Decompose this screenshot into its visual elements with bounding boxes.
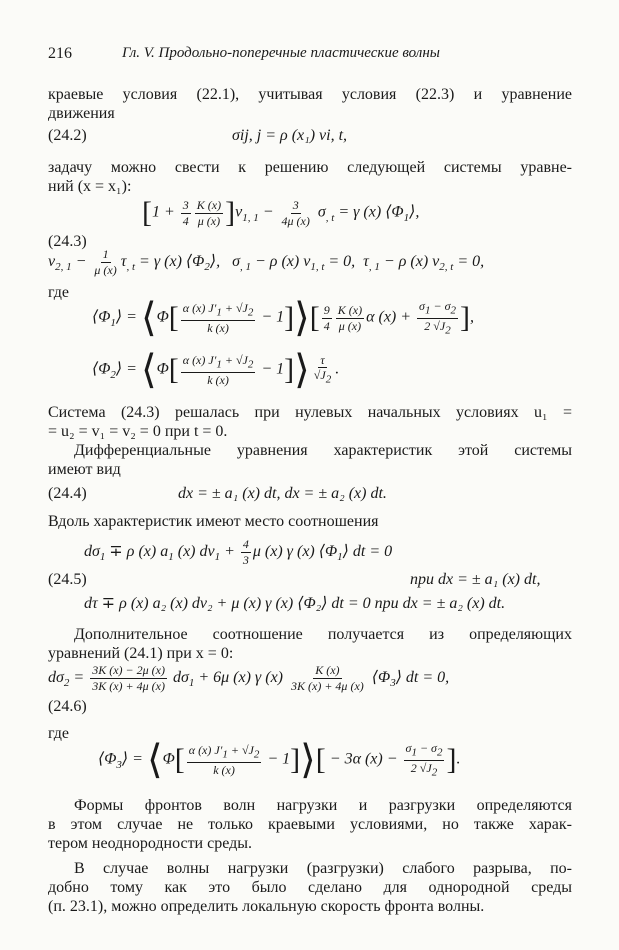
text-line: в этом случае не только краевыми условиями, но также харак- [48,816,572,833]
equation-24-6: $d\sigma_2$ = $\frac{3K (x) - 2\mu (x)}{3K (x) + 4\mu (x)}$ $d\sigma_1 + 6\mu$ (x) γ (x) $\frac{K (x)}{3K (x) + 4\mu (x)}$ $⟨\Phi_3⟩$ dt = 0, [48,663,450,693]
text-line: Дифференциальные уравнения характеристик этой системы [74,442,572,459]
text-line: ний (x = x₁): [48,178,132,195]
text-line: (п. 23.1), можно определить локальную скорость фронта волны. [48,898,485,915]
equation-24-4: dx = ± a₁ (x) dt, dx = ± a₂ (x) dt. [178,485,387,502]
equation-24-5-line2: dτ ∓ ρ (x) a₂ (x) dv₂ + μ (x) γ (x) ⟨Φ₂⟩ dt = 0 при dx = ± a₂ (x) dt. [84,595,506,612]
text-line: задачу можно свести к решению следующей системы уравне- [48,159,572,176]
text-line: Система (24.3) решалась при нулевых начальных условиях u₁ = [48,404,572,421]
text-line: тером неоднородности среды. [48,835,252,852]
equation-number: (24.5) [48,571,87,588]
text-line: имеют вид [48,461,121,478]
text-line: уравнений (24.1) при x = 0: [48,645,234,662]
equation-phi1: $⟨\Phi_1⟩$ = ⟨Φ[ $\frac{\alpha (x) J'_1 + √J_2}{k (x)}$ − 1]⟩[ $\frac{9}{4}$ $\frac{K (x)}{\mu (x)}$ α (x) + $\frac{\sigma_1 - \sigma_2}{2 √J_2}$ ], [92,295,474,340]
equation-number: (24.4) [48,485,87,502]
running-header: Гл. V. Продольно-поперечные пластические волны [122,45,440,61]
text-line: краевые условия (22.1), учитывая условия (22.3) и уравнение [48,86,572,103]
equation-phi3: $⟨\Phi_3⟩$ = ⟨Φ[ $\frac{\alpha (x) J'_1 + √J_2}{k (x)}$ − 1]⟩[ − 3α (x) − $\frac{\sigma_1 - \sigma_2}{2 √J_2}$ ]. [98,737,461,782]
equation-24-5-condition: при dx = ± a₁ (x) dt, [410,571,541,588]
text-line: Дополнительное соотношение получается из определяющих [74,626,572,643]
text-line: = u₂ = v₁ = v₂ = 0 при t = 0. [48,423,228,440]
text-line: В случае волны нагрузки (разгрузки) слабого разрыва, по- [74,860,572,877]
equation-number: (24.3) [48,233,87,250]
text-line: движения [48,105,115,122]
equation-24-3-line2: $v_{2, 1}$ − $\frac{1}{\mu (x)}$ $\tau_{, t} = \gamma$ (x) $⟨\Phi_2⟩$, $\sigma_{, 1} - \rho$ (x) $v_{1, t} = 0$, $\tau_{, 1} - \rho$ (x) $v_{2, t} = 0$, [48,247,485,277]
text-line: Вдоль характеристик имеют место соотношения [48,513,379,530]
page-number: 216 [48,45,72,62]
where-label: где [48,284,70,301]
equation-24-5-line1: $d\sigma_1 \mp \rho$ (x) $a_1$ (x) $dv_1$ + $\frac{4}{3}$ μ (x) γ (x) $⟨\Phi_1⟩$ dt = 0 [84,537,393,567]
equation-24-2: σij, j = ρ (x₁) vi, t, [232,127,348,144]
equation-phi2: $⟨\Phi_2⟩$ = ⟨Φ[ $\frac{\alpha (x) J'_1 + √J_2}{k (x)}$ − 1]⟩ $\frac{\tau}{√J_2}$ . [92,347,340,392]
where-label: где [48,725,70,742]
equation-number: (24.2) [48,127,87,144]
equation-number: (24.6) [48,698,87,715]
equation-24-3-line1: [1 + $\frac{3}{4}$ $\frac{K (x)}{\mu (x)}$ ]$v_{1, 1}$ − $\frac{3}{4\mu (x)}$ $\sigma_{, t} = \gamma$ (x) $⟨\Phi_1⟩$, [142,196,420,229]
text-line: добно тому как это было сделано для однородной среды [48,879,572,896]
text-line: Формы фронтов волн нагрузки и разгрузки определяются [74,797,572,814]
